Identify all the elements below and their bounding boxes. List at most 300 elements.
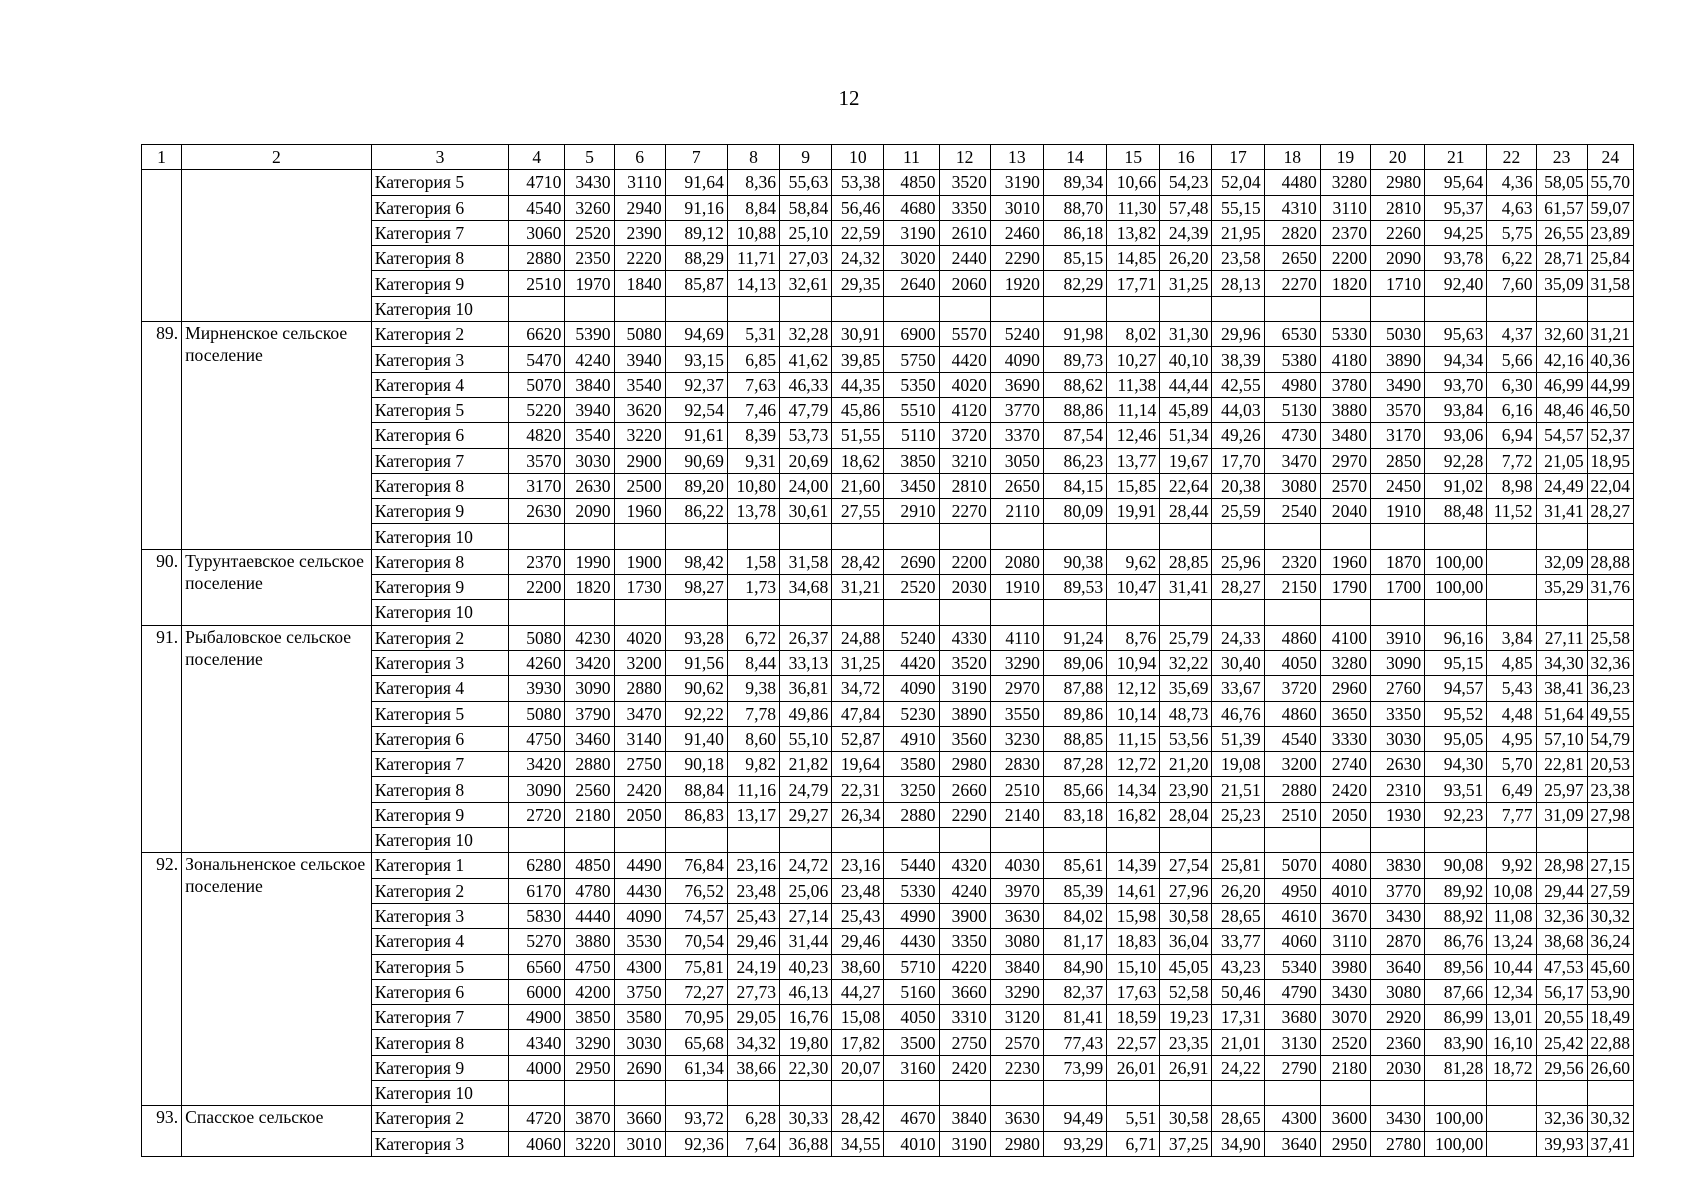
value-cell: 18,95 [1587,448,1633,473]
value-cell [509,524,565,549]
value-cell: 8,02 [1107,322,1160,347]
column-number-header: 21 [1425,145,1487,170]
value-cell: 2440 [939,246,990,271]
column-number-header: 18 [1264,145,1320,170]
value-cell: 2630 [1370,752,1424,777]
value-cell: 35,69 [1160,676,1212,701]
value-cell: 21,51 [1212,777,1264,802]
value-cell: 30,58 [1160,903,1212,928]
category-cell: Категория 8 [371,549,508,574]
value-cell: 11,52 [1487,499,1536,524]
category-cell: Категория 7 [371,448,508,473]
value-cell: 5,70 [1487,752,1536,777]
value-cell: 32,36 [1587,650,1633,675]
value-cell: 2050 [614,802,665,827]
value-cell: 19,64 [832,752,884,777]
value-cell [780,828,832,853]
value-cell: 2820 [1264,220,1320,245]
value-cell: 31,41 [1160,575,1212,600]
value-cell: 6530 [1264,322,1320,347]
value-cell: 94,57 [1425,676,1487,701]
value-cell: 21,01 [1212,1030,1264,1055]
value-cell: 8,36 [727,170,779,195]
value-cell: 4490 [614,853,665,878]
value-cell [509,1080,565,1105]
value-cell: 8,44 [727,650,779,675]
value-cell: 4090 [614,903,665,928]
value-cell [884,1080,939,1105]
value-cell: 1710 [1370,271,1424,296]
value-cell: 4730 [1264,423,1320,448]
value-cell: 29,27 [780,802,832,827]
value-cell [990,524,1043,549]
value-cell: 38,41 [1536,676,1587,701]
value-cell: 5080 [509,701,565,726]
value-cell [939,296,990,321]
value-cell: 23,48 [832,878,884,903]
value-cell: 13,01 [1487,1005,1536,1030]
value-cell: 10,88 [727,220,779,245]
value-cell: 2270 [1264,271,1320,296]
value-cell: 90,69 [665,448,727,473]
value-cell: 3840 [565,372,614,397]
value-cell [1536,600,1587,625]
value-cell [1320,600,1370,625]
category-cell: Категория 7 [371,752,508,777]
value-cell: 49,86 [780,701,832,726]
value-cell: 21,05 [1536,448,1587,473]
value-cell: 3720 [939,423,990,448]
value-cell [832,600,884,625]
value-cell: 4050 [1264,650,1320,675]
column-number-header: 5 [565,145,614,170]
value-cell: 89,53 [1043,575,1106,600]
column-number-header: 6 [614,145,665,170]
value-cell: 2720 [509,802,565,827]
value-cell: 2850 [1370,448,1424,473]
value-cell: 55,63 [780,170,832,195]
value-cell: 84,90 [1043,954,1106,979]
value-cell: 2080 [990,549,1043,574]
value-cell: 3190 [990,170,1043,195]
value-cell: 3850 [884,448,939,473]
value-cell: 3480 [1320,423,1370,448]
value-cell: 90,38 [1043,549,1106,574]
value-cell: 84,15 [1043,473,1106,498]
value-cell [939,1080,990,1105]
value-cell: 49,26 [1212,423,1264,448]
value-cell [1212,600,1264,625]
value-cell: 5030 [1370,322,1424,347]
value-cell: 32,61 [780,271,832,296]
value-cell [780,296,832,321]
table-row [142,625,1634,650]
value-cell [1587,524,1633,549]
category-cell: Категория 5 [371,701,508,726]
value-cell: 7,78 [727,701,779,726]
category-cell: Категория 10 [371,600,508,625]
value-cell: 25,43 [727,903,779,928]
value-cell: 94,25 [1425,220,1487,245]
value-cell: 93,15 [665,347,727,372]
value-cell: 46,13 [780,979,832,1004]
value-cell: 93,78 [1425,246,1487,271]
value-cell: 40,23 [780,954,832,979]
value-cell: 26,01 [1107,1055,1160,1080]
value-cell [939,600,990,625]
value-cell: 52,37 [1587,423,1633,448]
value-cell: 3050 [990,448,1043,473]
value-cell: 6,30 [1487,372,1536,397]
value-cell [727,1080,779,1105]
value-cell [832,1080,884,1105]
value-cell: 28,71 [1536,246,1587,271]
value-cell: 6900 [884,322,939,347]
value-cell: 2880 [509,246,565,271]
category-cell: Категория 10 [371,296,508,321]
value-cell: 23,89 [1587,220,1633,245]
value-cell: 5390 [565,322,614,347]
value-cell: 98,27 [665,575,727,600]
value-cell: 55,15 [1212,195,1264,220]
value-cell: 92,40 [1425,271,1487,296]
value-cell [509,296,565,321]
value-cell: 2420 [614,777,665,802]
category-cell: Категория 10 [371,524,508,549]
value-cell: 1,73 [727,575,779,600]
value-cell: 8,98 [1487,473,1536,498]
value-cell: 36,23 [1587,676,1633,701]
value-cell: 31,76 [1587,575,1633,600]
value-cell [1107,524,1160,549]
settlement-name: Спасское сельское [182,1106,372,1157]
value-cell: 93,84 [1425,397,1487,422]
value-cell: 61,57 [1536,195,1587,220]
value-cell: 4060 [1264,929,1320,954]
value-cell: 3030 [614,1030,665,1055]
value-cell: 26,60 [1587,1055,1633,1080]
value-cell: 2200 [1320,246,1370,271]
value-cell: 25,81 [1212,853,1264,878]
value-cell: 37,41 [1587,1131,1633,1156]
value-cell [1487,600,1536,625]
value-cell: 29,44 [1536,878,1587,903]
value-cell: 3520 [939,650,990,675]
column-number-header: 23 [1536,145,1587,170]
value-cell: 25,58 [1587,625,1633,650]
value-cell: 4,48 [1487,701,1536,726]
value-cell: 5340 [1264,954,1320,979]
value-cell: 4990 [884,903,939,928]
value-cell: 93,72 [665,1106,727,1131]
value-cell: 4220 [939,954,990,979]
value-cell: 3880 [565,929,614,954]
value-cell: 44,03 [1212,397,1264,422]
value-cell: 4480 [1264,170,1320,195]
value-cell [1160,296,1212,321]
value-cell: 28,42 [832,1106,884,1131]
value-cell: 11,30 [1107,195,1160,220]
value-cell: 3570 [509,448,565,473]
value-cell: 83,90 [1425,1030,1487,1055]
value-cell [1587,828,1633,853]
value-cell [1320,1080,1370,1105]
value-cell: 91,56 [665,650,727,675]
value-cell: 53,90 [1587,979,1633,1004]
value-cell: 21,95 [1212,220,1264,245]
value-cell: 30,40 [1212,650,1264,675]
value-cell: 12,46 [1107,423,1160,448]
value-cell: 2200 [939,549,990,574]
value-cell: 30,58 [1160,1106,1212,1131]
value-cell: 5240 [990,322,1043,347]
value-cell: 46,33 [780,372,832,397]
value-cell: 18,59 [1107,1005,1160,1030]
value-cell: 3160 [884,1055,939,1080]
category-cell: Категория 5 [371,397,508,422]
value-cell: 29,46 [832,929,884,954]
value-cell: 28,65 [1212,903,1264,928]
value-cell: 4540 [509,195,565,220]
value-cell: 3090 [1370,650,1424,675]
value-cell: 2320 [1264,549,1320,574]
value-cell: 4320 [939,853,990,878]
value-cell: 5,31 [727,322,779,347]
value-cell: 89,12 [665,220,727,245]
value-cell: 3020 [884,246,939,271]
value-cell: 22,88 [1587,1030,1633,1055]
value-cell: 14,61 [1107,878,1160,903]
value-cell: 39,85 [832,347,884,372]
value-cell [1320,524,1370,549]
value-cell [565,1080,614,1105]
value-cell: 3630 [990,903,1043,928]
value-cell: 85,61 [1043,853,1106,878]
value-cell: 3470 [614,701,665,726]
value-cell: 34,68 [780,575,832,600]
value-cell: 25,79 [1160,625,1212,650]
value-cell: 32,60 [1536,322,1587,347]
column-number-header: 11 [884,145,939,170]
value-cell: 91,24 [1043,625,1106,650]
value-cell: 3940 [565,397,614,422]
value-cell: 3030 [565,448,614,473]
value-cell: 73,99 [1043,1055,1106,1080]
value-cell: 2540 [1264,499,1320,524]
value-cell: 34,32 [727,1030,779,1055]
category-cell: Категория 3 [371,1131,508,1156]
value-cell: 3170 [1370,423,1424,448]
value-cell: 88,62 [1043,372,1106,397]
value-cell: 2030 [939,575,990,600]
value-cell: 3080 [1264,473,1320,498]
value-cell: 23,38 [1587,777,1633,802]
value-cell: 4020 [614,625,665,650]
category-cell: Категория 4 [371,372,508,397]
value-cell: 47,79 [780,397,832,422]
settlement-number: 93. [142,1106,182,1157]
value-cell: 54,23 [1160,170,1212,195]
value-cell: 10,47 [1107,575,1160,600]
value-cell: 46,50 [1587,397,1633,422]
value-cell: 93,28 [665,625,727,650]
value-cell: 25,96 [1212,549,1264,574]
table-row [142,322,1634,347]
value-cell: 81,17 [1043,929,1106,954]
value-cell: 4090 [990,347,1043,372]
category-cell: Категория 7 [371,220,508,245]
value-cell: 32,09 [1536,549,1587,574]
value-cell: 70,95 [665,1005,727,1030]
category-cell: Категория 10 [371,828,508,853]
value-cell: 2880 [614,676,665,701]
value-cell: 4430 [614,878,665,903]
value-cell [1487,575,1536,600]
value-cell: 6,22 [1487,246,1536,271]
value-cell: 89,20 [665,473,727,498]
value-cell: 3200 [614,650,665,675]
value-cell: 3190 [884,220,939,245]
value-cell: 2880 [884,802,939,827]
value-cell [1320,828,1370,853]
value-cell: 4850 [565,853,614,878]
value-cell: 1,58 [727,549,779,574]
value-cell [780,524,832,549]
value-cell: 45,60 [1587,954,1633,979]
category-cell: Категория 2 [371,878,508,903]
value-cell: 93,29 [1043,1131,1106,1156]
value-cell: 26,55 [1536,220,1587,245]
value-cell: 95,05 [1425,726,1487,751]
value-cell: 2650 [1264,246,1320,271]
value-cell: 95,64 [1425,170,1487,195]
value-cell: 3280 [1320,650,1370,675]
value-cell: 13,82 [1107,220,1160,245]
value-cell: 22,64 [1160,473,1212,498]
category-cell: Категория 6 [371,979,508,1004]
value-cell: 4680 [884,195,939,220]
value-cell: 2450 [1370,473,1424,498]
value-cell: 5070 [1264,853,1320,878]
value-cell: 2630 [565,473,614,498]
value-cell [832,296,884,321]
value-cell: 47,53 [1536,954,1587,979]
value-cell: 89,06 [1043,650,1106,675]
value-cell: 16,82 [1107,802,1160,827]
value-cell: 70,54 [665,929,727,954]
value-cell: 3550 [990,701,1043,726]
value-cell: 2090 [1370,246,1424,271]
value-cell [990,600,1043,625]
value-cell: 20,53 [1587,752,1633,777]
value-cell: 52,58 [1160,979,1212,1004]
value-cell: 77,43 [1043,1030,1106,1055]
value-cell: 94,49 [1043,1106,1106,1131]
value-cell: 4030 [990,853,1043,878]
value-cell: 14,13 [727,271,779,296]
value-cell: 27,11 [1536,625,1587,650]
value-cell: 3970 [990,878,1043,903]
value-cell: 2510 [1264,802,1320,827]
value-cell [1264,1080,1320,1105]
value-cell: 56,17 [1536,979,1587,1004]
category-cell: Категория 2 [371,1106,508,1131]
value-cell: 3910 [1370,625,1424,650]
value-cell: 38,60 [832,954,884,979]
value-cell: 86,99 [1425,1005,1487,1030]
value-cell: 6,72 [727,625,779,650]
value-cell: 6280 [509,853,565,878]
value-cell: 21,20 [1160,752,1212,777]
value-cell: 5070 [509,372,565,397]
value-cell: 90,18 [665,752,727,777]
value-cell: 5240 [884,625,939,650]
value-cell: 4300 [1264,1106,1320,1131]
value-cell: 96,16 [1425,625,1487,650]
value-cell: 48,46 [1536,397,1587,422]
value-cell: 2520 [565,220,614,245]
value-cell: 3780 [1320,372,1370,397]
value-cell: 4230 [565,625,614,650]
value-cell: 37,25 [1160,1131,1212,1156]
value-cell: 30,32 [1587,1106,1633,1131]
value-cell: 5110 [884,423,939,448]
value-cell [884,296,939,321]
value-cell: 19,23 [1160,1005,1212,1030]
value-cell: 2750 [939,1030,990,1055]
value-cell: 3660 [939,979,990,1004]
value-cell: 23,35 [1160,1030,1212,1055]
value-cell [1264,296,1320,321]
value-cell: 3290 [565,1030,614,1055]
value-cell: 3680 [1264,1005,1320,1030]
value-cell [1107,828,1160,853]
value-cell: 18,83 [1107,929,1160,954]
value-cell: 17,70 [1212,448,1264,473]
value-cell: 11,38 [1107,372,1160,397]
value-cell: 5440 [884,853,939,878]
value-cell: 29,35 [832,271,884,296]
value-cell: 3460 [565,726,614,751]
value-cell: 11,71 [727,246,779,271]
value-cell: 58,05 [1536,170,1587,195]
settlement-name: Зональненское сельское поселение [182,853,372,1106]
category-cell: Категория 8 [371,246,508,271]
value-cell: 27,55 [832,499,884,524]
value-cell [1043,296,1106,321]
value-cell [665,1080,727,1105]
value-cell: 2180 [565,802,614,827]
value-cell: 22,57 [1107,1030,1160,1055]
value-cell: 11,14 [1107,397,1160,422]
value-cell: 1870 [1370,549,1424,574]
value-cell [1487,1131,1536,1156]
value-cell: 27,14 [780,903,832,928]
value-cell: 24,33 [1212,625,1264,650]
page-number: 12 [838,86,860,110]
value-cell [727,524,779,549]
value-cell: 1840 [614,271,665,296]
value-cell: 6620 [509,322,565,347]
value-cell: 31,41 [1536,499,1587,524]
value-cell [1212,828,1264,853]
settlement-name: Турунтаевское сельское поселение [182,549,372,625]
value-cell: 5710 [884,954,939,979]
value-cell: 3350 [939,195,990,220]
value-cell: 23,58 [1212,246,1264,271]
column-number-header: 10 [832,145,884,170]
value-cell: 48,73 [1160,701,1212,726]
